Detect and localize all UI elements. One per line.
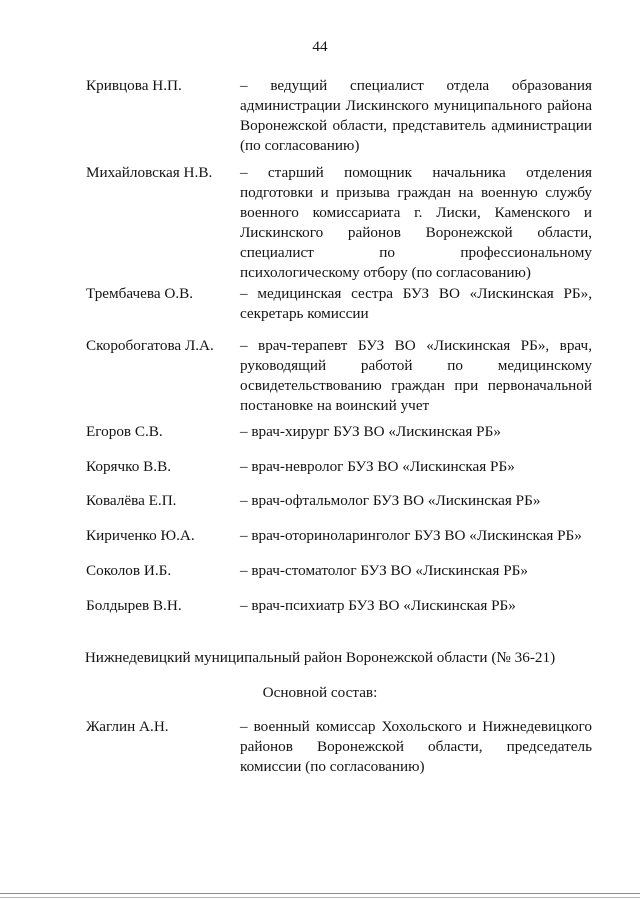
member-description: – ведущий специалист отдела образования администрации Лискинского муниципального района Воронежской области, представитель администрации (по согласованию): [240, 77, 592, 154]
bottom-scan-line: [0, 897, 640, 898]
member-name: Михайловская Н.В.: [86, 164, 213, 181]
section-title: Нижнедевицкий муниципальный район Воронежской области (№ 36-21): [84, 649, 556, 666]
member-description: – врач-терапевт БУЗ ВО «Лискинская РБ», врач, руководящий работой по медицинскому освидетельствованию граждан при первоначальной постановке на воинский учет: [240, 337, 592, 414]
member-name: Егоров С.В.: [86, 423, 163, 440]
member-name: Скоробогатова Л.А.: [86, 337, 214, 354]
member-name: Жаглин А.Н.: [86, 718, 169, 735]
member-description: – военный комиссар Хохольского и Нижнедевицкого районов Воронежской области, председатель комиссии (по согласованию): [240, 718, 592, 775]
member-name: Болдырев В.Н.: [86, 597, 182, 614]
bottom-scan-line: [0, 893, 640, 894]
subsection-title: Основной состав:: [262, 684, 378, 701]
member-description: – врач-невролог БУЗ ВО «Лискинская РБ»: [240, 458, 515, 475]
member-description: – врач-хирург БУЗ ВО «Лискинская РБ»: [240, 423, 501, 440]
member-description: – врач-оториноларинголог БУЗ ВО «Лискинская РБ»: [240, 527, 582, 544]
page-number: 44: [312, 38, 328, 55]
member-name: Ковалёва Е.П.: [86, 492, 177, 509]
member-description: – врач-стоматолог БУЗ ВО «Лискинская РБ»: [240, 562, 528, 579]
member-name: Кириченко Ю.А.: [86, 527, 195, 544]
member-name: Кривцова Н.П.: [86, 77, 182, 94]
member-name: Корячко В.В.: [86, 458, 172, 475]
member-description: – медицинская сестра БУЗ ВО «Лискинская РБ», секретарь комиссии: [240, 285, 592, 322]
member-description: – врач-офтальмолог БУЗ ВО «Лискинская РБ»: [240, 492, 541, 509]
member-name: Соколов И.Б.: [86, 562, 172, 579]
member-description: – врач-психиатр БУЗ ВО «Лискинская РБ»: [240, 597, 516, 614]
member-description: – старший помощник начальника отделения подготовки и призыва граждан на военную службу военного комиссариата г. Лиски, Каменского и Лискинского районов Воронежской области, специалист по профессиональному психологическому отбору (по согласованию): [240, 164, 592, 281]
member-name: Трембачева О.В.: [86, 285, 194, 302]
